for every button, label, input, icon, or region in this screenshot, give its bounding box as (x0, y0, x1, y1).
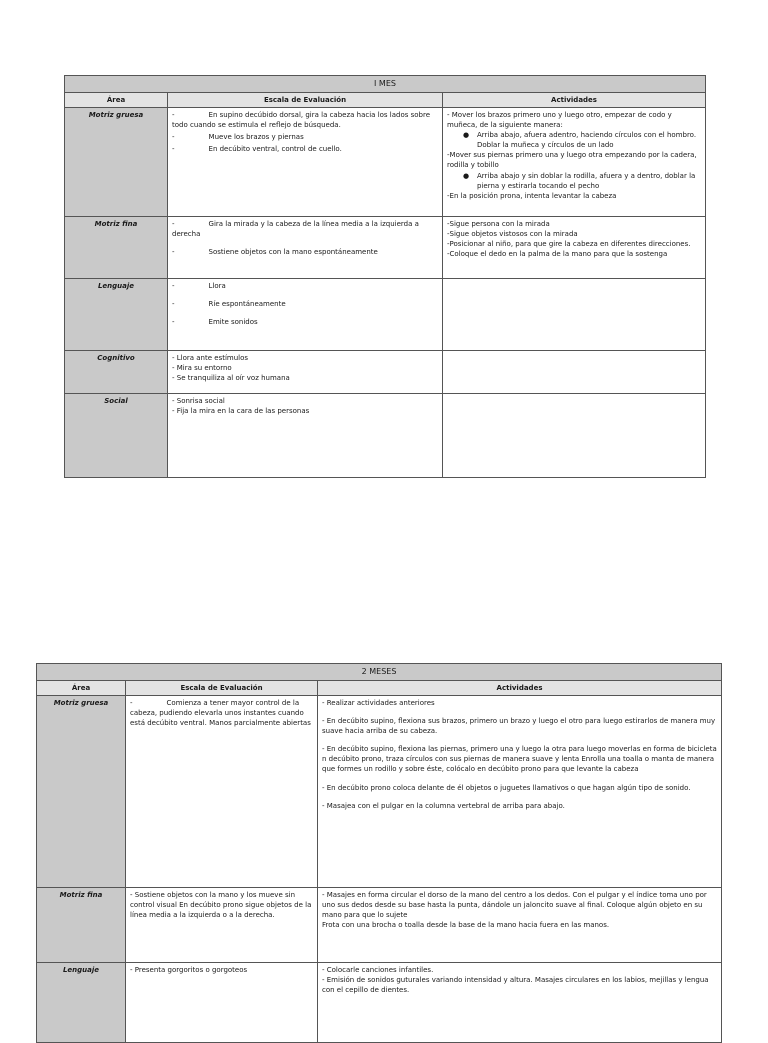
table-title: I MES (65, 76, 706, 93)
escala-item: - En decúbito ventral, control de cuello. (172, 145, 342, 154)
table-row (65, 350, 706, 393)
actividades-cell (443, 278, 706, 350)
escala-item: - Sostiene objetos con la mano espontáneamente (172, 248, 378, 257)
actividades-cell (318, 962, 722, 1042)
area-label: Lenguaje (65, 278, 168, 350)
actividad-bullet: ● Arriba abajo y sin doblar la rodilla, afuera y a dentro, doblar la pierna y estirarla tocando el pecho (463, 171, 696, 190)
actividad-item: -Posicionar al niño, para que gire la cabeza en diferentes direcciones. (447, 240, 691, 249)
table-row (37, 962, 722, 1042)
actividades-cell (443, 350, 706, 393)
escala-cell: - Presenta gorgoritos o gorgoteos (126, 962, 318, 1042)
table-row (65, 107, 706, 216)
escala-item: - Sonrisa social (172, 396, 225, 405)
escala-cell (168, 393, 443, 477)
area-label: Lenguaje (37, 962, 126, 1042)
actividad-item: - Masajea con el pulgar en la columna vertebral de arriba para abajo. (322, 801, 565, 810)
area-label: Motriz gruesa (37, 695, 126, 887)
actividad-item: - Colocarle canciones infantiles. (322, 965, 434, 974)
escala-cell (168, 278, 443, 350)
table-row (37, 887, 722, 962)
escala-cell (168, 350, 443, 393)
escala-item: - Llora ante estímulos (172, 353, 249, 362)
column-header-actividades: Actividades (318, 680, 722, 695)
actividad-item: -En la posición prona, intenta levantar la cabeza (447, 191, 617, 200)
column-header-escala: Escala de Evaluación (168, 92, 443, 107)
actividad-bullet: ● Arriba abajo, afuera adentro, haciendo círculos con el hombro. Doblar la muñeca y círculos de un lado (463, 131, 697, 150)
table-row (65, 393, 706, 477)
table-2-meses (36, 663, 722, 1043)
actividad-item: - Mover los brazos primero uno y luego otro, empezar de codo y muñeca, de la siguiente manera: (447, 110, 672, 129)
actividad-item: -Sigue persona con la mirada (447, 219, 550, 228)
actividad-item: - En decúbito supino, flexiona sus brazos, primero un brazo y luego el otro para luego estirarlos de manera muy suave hacia arriba de su cabeza. (322, 716, 716, 736)
escala-item: - Gira la mirada y la cabeza de la línea media a la izquierda a derecha (172, 219, 419, 238)
area-label: Motriz gruesa (65, 107, 168, 216)
escala-cell: - Sostiene objetos con la mano y los mueve sin control visual En decúbito prono sigue objetos de la línea media a la izquierda o a la derecha. (126, 887, 318, 962)
escala-item: - Comienza a tener mayor control de la cabeza, pudiendo elevarla unos instantes cuando está decúbito ventral. Manos parcialmente abiertas (130, 698, 311, 728)
table-title: 2 MESES (37, 664, 722, 681)
actividad-item: - Emisión de sonidos guturales variando intensidad y altura. Masajes circulares en los labios, mejillas y lengua con el cepillo de dientes. (322, 975, 709, 995)
table-1-mes (64, 75, 706, 478)
bullet-icon: ● (463, 171, 470, 180)
actividades-cell: - Masajes en forma circular el dorso de la mano del centro a los dedos. Con el pulgar y el índice toma uno por uno sus dedos desde su base hasta la punta, dándole un jaloncito suave al final. Coloque algún objeto en su mano para que lo sujete Frota con una brocha o toalla desde la base de la mano hacia fuera en las manos. (318, 887, 722, 962)
table-row (37, 695, 722, 887)
actividad-item: - Realizar actividades anteriores (322, 698, 435, 707)
actividad-item: -Sigue objetos vistosos con la mirada (447, 229, 578, 238)
escala-item: - En supino decúbido dorsal, gira la cabeza hacia los lados sobre todo cuando se estimula el reflejo de búsqueda. (172, 110, 431, 129)
area-label: Social (65, 393, 168, 477)
escala-cell (168, 107, 443, 216)
table-row (65, 216, 706, 278)
actividad-item: - En decúbito prono coloca delante de él objetos o juguetes llamativos o que hagan algún tipo de sonido. (322, 783, 691, 792)
column-header-actividades: Actividades (443, 92, 706, 107)
escala-item: - Llora (172, 281, 226, 290)
actividades-cell (443, 216, 706, 278)
column-header-area: Área (65, 92, 168, 107)
area-label: Motriz fina (37, 887, 126, 962)
actividades-cell (443, 393, 706, 477)
escala-cell (126, 695, 318, 887)
actividad-item: - En decúbito supino, flexiona las piernas, primero una y luego la otra para luego moverlas en forma de bicicleta n decúbito prono, traza círculos con sus piernas de manera suave y lenta Enrolla una toalla o manta de manera que formes un rodillo y sobre éste, colócalo en decúbito prono para que levante la cabeza (322, 745, 717, 774)
actividad-item: -Mover sus piernas primero una y luego otra empezando por la cadera, rodilla y tobillo (447, 151, 697, 170)
escala-item: - Mueve los brazos y piernas (172, 133, 304, 142)
column-header-area: Área (37, 680, 126, 695)
bullet-icon: ● (463, 131, 470, 140)
table-row (65, 278, 706, 350)
column-header-escala: Escala de Evaluación (126, 680, 318, 695)
escala-item: - Fija la mira en la cara de las personas (172, 406, 310, 415)
escala-cell (168, 216, 443, 278)
actividades-cell (443, 107, 706, 216)
escala-item: - Ríe espontáneamente (172, 299, 286, 308)
actividad-item: -Coloque el dedo en la palma de la mano para que la sostenga (447, 250, 668, 259)
area-label: Cognitivo (65, 350, 168, 393)
area-label: Motriz fina (65, 216, 168, 278)
escala-item: - Emite sonidos (172, 318, 258, 327)
actividades-cell (318, 695, 722, 887)
escala-item: - Se tranquiliza al oír voz humana (172, 374, 290, 383)
escala-item: - Mira su entorno (172, 363, 232, 372)
